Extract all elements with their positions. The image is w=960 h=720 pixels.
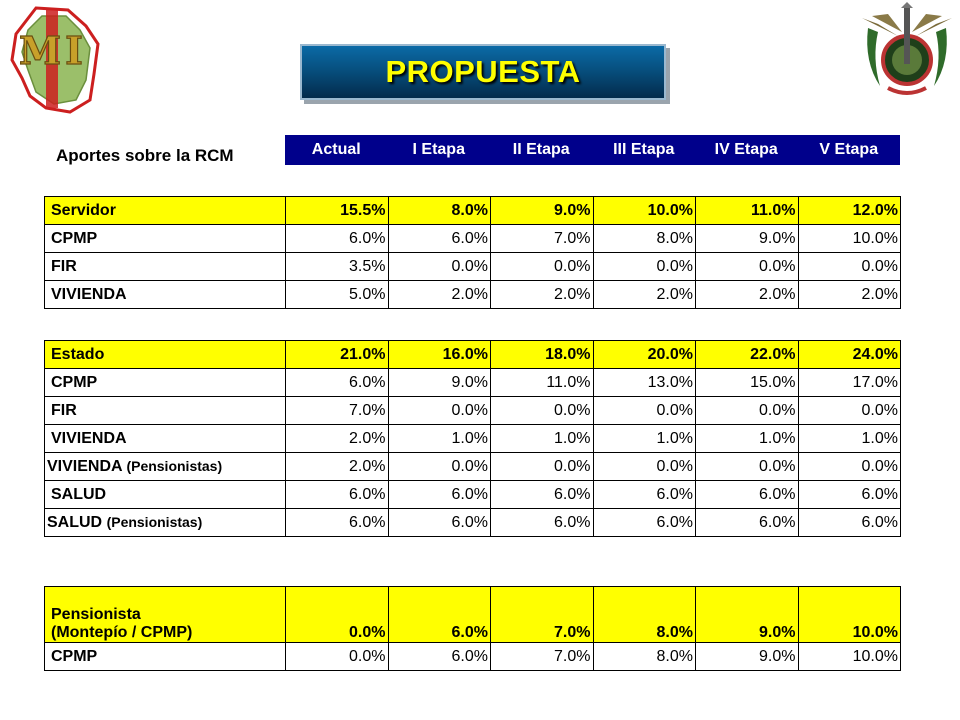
value-cell: 6.0%: [286, 225, 389, 253]
title-banner: [300, 44, 666, 100]
value-cell: 0.0%: [696, 397, 799, 425]
row-label-text: VIVIENDA: [51, 429, 127, 447]
value-cell: 1.0%: [696, 425, 799, 453]
row-label: [45, 281, 286, 309]
row-label: [45, 341, 286, 369]
value-cell: 9.0%: [388, 369, 491, 397]
table-row: [45, 587, 901, 643]
value-cell: 2.0%: [491, 281, 594, 309]
table-block: [44, 196, 901, 309]
table-row: [45, 643, 901, 671]
row-label: [45, 369, 286, 397]
row-label-text: Estado: [51, 345, 105, 363]
value-cell: 0.0%: [388, 397, 491, 425]
row-label-text: CPMP: [51, 647, 98, 665]
table-row: [45, 253, 901, 281]
value-cell: 6.0%: [286, 509, 389, 537]
column-header: III Etapa: [613, 141, 675, 158]
value-cell: 8.0%: [593, 643, 696, 671]
row-label-subtext: (Pensionistas): [126, 457, 223, 474]
value-cell: 9.0%: [696, 587, 799, 643]
value-cell: 5.0%: [286, 281, 389, 309]
table-block: [44, 340, 901, 537]
column-header: I Etapa: [412, 141, 465, 158]
row-label: [45, 453, 286, 481]
row-label: [45, 643, 286, 671]
table-row: [45, 225, 901, 253]
table-row: [45, 425, 901, 453]
value-cell: 7.0%: [491, 643, 594, 671]
value-cell: 0.0%: [491, 397, 594, 425]
value-cell: 10.0%: [593, 197, 696, 225]
value-cell: 2.0%: [696, 281, 799, 309]
value-cell: 13.0%: [593, 369, 696, 397]
table-row: [45, 509, 901, 537]
table-row: [45, 369, 901, 397]
value-cell: 10.0%: [798, 643, 901, 671]
value-cell: 8.0%: [593, 225, 696, 253]
table-row: [45, 341, 901, 369]
value-cell: 12.0%: [798, 197, 901, 225]
row-label-text: FIR: [51, 257, 77, 275]
value-cell: 16.0%: [388, 341, 491, 369]
value-cell: 6.0%: [696, 509, 799, 537]
value-cell: 20.0%: [593, 341, 696, 369]
value-cell: 22.0%: [696, 341, 799, 369]
value-cell: 6.0%: [388, 481, 491, 509]
row-label: [45, 397, 286, 425]
column-header: V Etapa: [819, 141, 879, 158]
value-cell: 9.0%: [696, 225, 799, 253]
row-label-text: VIVIENDA: [47, 457, 122, 475]
value-cell: 7.0%: [286, 397, 389, 425]
row-label-subtext: (Pensionistas): [106, 513, 203, 530]
value-cell: 0.0%: [593, 397, 696, 425]
value-cell: 1.0%: [798, 425, 901, 453]
row-label: [45, 425, 286, 453]
value-cell: 10.0%: [798, 587, 901, 643]
value-cell: 6.0%: [491, 481, 594, 509]
value-cell: 6.0%: [388, 225, 491, 253]
value-cell: 3.5%: [286, 253, 389, 281]
value-cell: 0.0%: [593, 253, 696, 281]
value-cell: 0.0%: [388, 253, 491, 281]
value-cell: 6.0%: [593, 509, 696, 537]
table-caption: Aportes sobre la RCM: [56, 146, 234, 165]
table-row: [45, 481, 901, 509]
value-cell: 15.0%: [696, 369, 799, 397]
row-label: [45, 253, 286, 281]
value-cell: 7.0%: [491, 225, 594, 253]
row-label: [45, 509, 286, 537]
value-cell: 1.0%: [593, 425, 696, 453]
value-cell: 6.0%: [388, 587, 491, 643]
row-label-text: SALUD: [47, 513, 103, 531]
column-header-band: [285, 135, 900, 165]
value-cell: 9.0%: [696, 643, 799, 671]
table-row: [45, 453, 901, 481]
value-cell: 0.0%: [593, 453, 696, 481]
row-label-text: FIR: [51, 401, 77, 419]
row-label-text: SALUD: [51, 485, 107, 503]
row-label-text: Servidor: [51, 201, 116, 219]
value-cell: 2.0%: [593, 281, 696, 309]
value-cell: 2.0%: [286, 425, 389, 453]
value-cell: 0.0%: [696, 253, 799, 281]
value-cell: 11.0%: [491, 369, 594, 397]
value-cell: 6.0%: [696, 481, 799, 509]
value-cell: 6.0%: [593, 481, 696, 509]
row-label: [45, 481, 286, 509]
value-cell: 0.0%: [286, 587, 389, 643]
army-emblem-logo: [858, 2, 956, 102]
page-title: PROPUESTA: [385, 54, 581, 89]
value-cell: 21.0%: [286, 341, 389, 369]
value-cell: 6.0%: [286, 369, 389, 397]
value-cell: 7.0%: [491, 587, 594, 643]
value-cell: 6.0%: [388, 643, 491, 671]
value-cell: 2.0%: [286, 453, 389, 481]
value-cell: 6.0%: [286, 481, 389, 509]
value-cell: 0.0%: [491, 253, 594, 281]
value-cell: 6.0%: [388, 509, 491, 537]
value-cell: 2.0%: [388, 281, 491, 309]
value-cell: 6.0%: [798, 481, 901, 509]
value-cell: 1.0%: [388, 425, 491, 453]
value-cell: 8.0%: [593, 587, 696, 643]
value-cell: 6.0%: [798, 509, 901, 537]
value-cell: 0.0%: [798, 453, 901, 481]
value-cell: 0.0%: [491, 453, 594, 481]
value-cell: 0.0%: [388, 453, 491, 481]
table-block: [44, 586, 901, 671]
value-cell: 0.0%: [696, 453, 799, 481]
value-cell: 11.0%: [696, 197, 799, 225]
value-cell: 1.0%: [491, 425, 594, 453]
svg-text:M: M: [18, 28, 62, 73]
row-label-text: CPMP: [51, 229, 98, 247]
row-label-text: (Montepío / CPMP): [51, 624, 193, 641]
svg-text:I: I: [65, 28, 83, 73]
table-row: [45, 281, 901, 309]
table-row: [45, 197, 901, 225]
value-cell: 6.0%: [491, 509, 594, 537]
value-cell: 0.0%: [798, 253, 901, 281]
row-label-text: VIVIENDA: [51, 285, 127, 303]
column-header: Actual: [311, 141, 361, 158]
value-cell: 0.0%: [286, 643, 389, 671]
row-label: [45, 197, 286, 225]
column-header: IV Etapa: [714, 141, 778, 158]
column-header: II Etapa: [512, 141, 570, 158]
value-cell: 18.0%: [491, 341, 594, 369]
value-cell: 0.0%: [798, 397, 901, 425]
value-cell: 8.0%: [388, 197, 491, 225]
value-cell: 2.0%: [798, 281, 901, 309]
value-cell: 15.5%: [286, 197, 389, 225]
value-cell: 17.0%: [798, 369, 901, 397]
value-cell: 9.0%: [491, 197, 594, 225]
value-cell: 24.0%: [798, 341, 901, 369]
row-label-text: CPMP: [51, 373, 98, 391]
mi-logo: [6, 4, 102, 116]
row-label-text: Pensionista: [51, 606, 141, 623]
row-label: [45, 587, 286, 643]
table-row: [45, 397, 901, 425]
value-cell: 10.0%: [798, 225, 901, 253]
row-label: [45, 225, 286, 253]
